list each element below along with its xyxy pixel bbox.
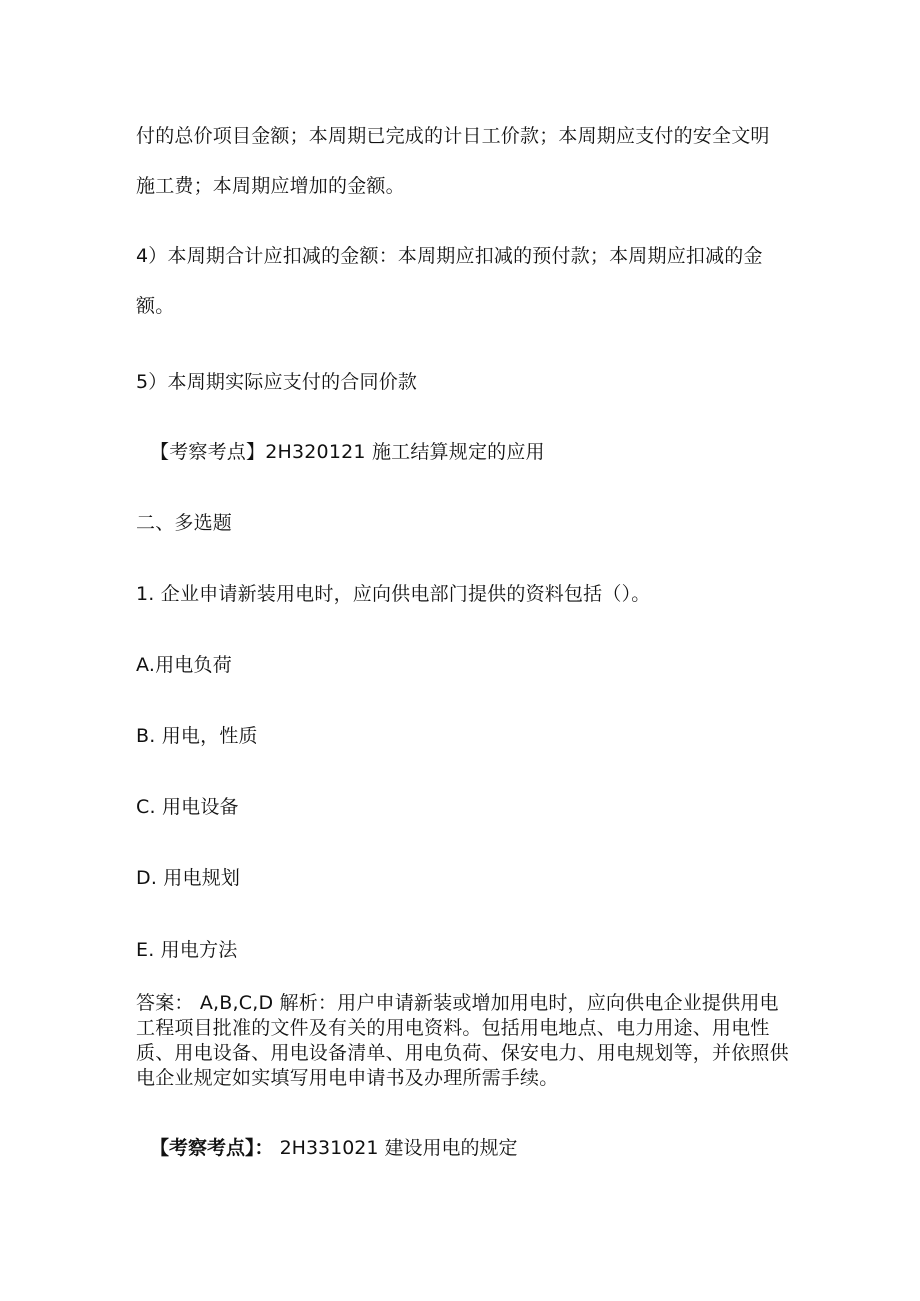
exam-point-1: 【考察考点】2H320121 施工结算规定的应用: [150, 441, 545, 463]
paragraph-line-5: 5）本周期实际应支付的合同价款: [136, 371, 418, 393]
paragraph-line-3: 4）本周期合计应扣减的金额：本周期应扣减的预付款；本周期应扣减的金: [136, 245, 763, 267]
exam-point-2-code: 2H331021 建设用电的规定: [279, 1137, 518, 1159]
exam-point-2-label: 【考察考点】：: [150, 1137, 274, 1159]
option-b: B. 用电，性质: [136, 725, 258, 747]
exam-point-2: [150, 1136, 518, 1160]
question-text: 1. 企业申请新装用电时，应向供电部门提供的资料包括（）。: [136, 583, 651, 605]
option-c: C. 用电设备: [136, 796, 239, 818]
paragraph-line-4: 额。: [136, 295, 175, 317]
answer-explanation: 答案： A,B,C,D 解析：用户申请新装或增加用电时，应向供电企业提供用电工程项目批准的文件及有关的用电资料。包括用电地点、电力用途、用电性质、用电设备、用电设备清单、用电负荷、保安电力、用电规划等，并依照供电企业规定如实填写用电申请书及办理所需手续。: [136, 992, 789, 1089]
option-d: D. 用电规划: [136, 867, 241, 889]
paragraph-line-1: 付的总价项目金额；本周期已完成的计日工价款；本周期应支付的安全文明: [136, 125, 770, 147]
paragraph-line-2: 施工费；本周期应增加的金额。: [136, 175, 405, 197]
option-a: A.用电负荷: [136, 654, 232, 676]
option-e: E. 用电方法: [136, 939, 238, 961]
section-heading: 二、多选题: [136, 512, 233, 534]
